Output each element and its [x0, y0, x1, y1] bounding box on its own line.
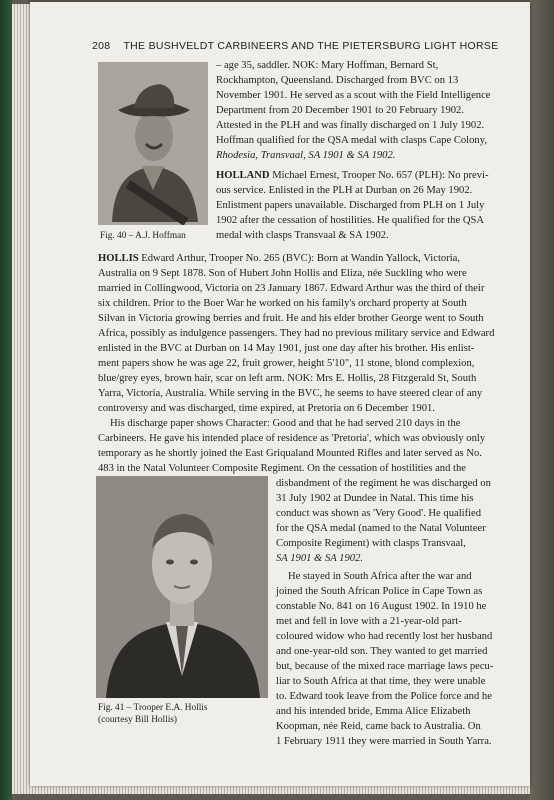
caption-fig41-line2: (courtesy Bill Hollis)	[98, 715, 178, 725]
text-line: conduct was shown as 'Very Good'. He qualified	[276, 508, 482, 519]
running-title: THE BUSHVELDT CARBINEERS AND THE PIETERSBURG LIGHT HORSE	[123, 40, 499, 52]
text-line: and one-year-old son. They wanted to get married	[276, 646, 488, 657]
text-line: constable No. 841 on 16 August 1902. In 1910 he	[276, 601, 487, 612]
text-line: to. Edward took leave from the Police force and he	[276, 691, 492, 702]
text-line: He stayed in South Africa after the war and	[288, 571, 472, 582]
text-line: SA 1901 & SA 1902.	[276, 553, 364, 564]
text-line: Australia on 9 Sept 1878. Son of Hubert John Hollis and Eliza, née Suckling who were	[98, 268, 467, 279]
text-line: 1902 after the cessation of hostilities. He qualified for the QSA	[216, 215, 485, 226]
text-line: medal with clasps Transvaal & SA 1902.	[216, 230, 389, 241]
photo-hollis	[96, 476, 268, 698]
entry-name-holland: HOLLAND	[216, 170, 270, 181]
text-line: Hoffman qualified for the QSA medal with clasps Cape Colony,	[216, 135, 487, 146]
text-line: temporary as he shortly joined the East Griqualand Mounted Rifles and later served as No.	[98, 448, 482, 459]
text-line: Rockhampton, Queensland. Discharged from BVC on 13	[216, 75, 459, 86]
text-line: Department from 20 December 1901 to 20 February 1902.	[216, 105, 465, 116]
text-line: liar to South Africa at that time, they were unable	[276, 676, 486, 687]
book-cover-left	[0, 0, 12, 800]
text-line: coloured widow who had recently lost her husband	[276, 631, 493, 642]
book-page	[30, 2, 530, 786]
text-line: disbandment of the regiment he was discharged on	[276, 478, 491, 489]
text-line: Yarra, Victoria, Australia. While serving in the BVC, he seems to have steered clear of any	[98, 388, 483, 399]
text-line: Enlistment papers unavailable. Discharged from PLH on 1 July	[216, 200, 485, 211]
text-line: met and fell in love with a 21-year-old part-	[276, 616, 462, 627]
text-line: Carbineers. He gave his intended place of residence as 'Pretoria', which was obviously only	[98, 433, 486, 444]
photo-hoffman	[98, 62, 208, 225]
text-line: enlisted in the BVC at Durban on 14 May 1901, just one day after his brother. His enlist-	[98, 343, 475, 354]
text-line: joined the South African Police in Cape Town as	[276, 586, 483, 597]
text-line: married in Collingwood, Victoria on 23 January 1867. Edward Arthur was the third of their	[98, 283, 485, 294]
text-line: 483 in the Natal Volunteer Composite Regiment. On the cessation of hostilities and the	[98, 463, 466, 474]
text-line: His discharge paper shows Character: Good and that he had served 210 days in the	[110, 418, 461, 429]
text-line: 1 February 1911 they were married in South Yarra.	[276, 736, 492, 747]
page-number: 208	[92, 40, 111, 52]
text-line: Attested in the PLH and was finally discharged on 1 July 1902.	[216, 120, 485, 131]
portrait-hollis-drawing	[96, 476, 268, 698]
text-line	[98, 252, 460, 267]
text-line: Koopman, née Reid, came back to Australia. On	[276, 721, 481, 732]
text-line: Africa, possibly as indulgence passengers. They had no previous military service and Edward	[98, 328, 495, 339]
caption-fig41	[98, 702, 208, 726]
entry-name-hollis: HOLLIS	[98, 253, 139, 264]
text-span: Edward Arthur, Trooper No. 265 (BVC): Born at Wandin Yallock, Victoria,	[138, 253, 461, 264]
text-line: ment papers show he was age 22, fruit grower, height 5'10", 11 stone, blond complexion,	[98, 358, 475, 369]
text-line: six children. Prior to the Boer War he worked on his family's orchard property at South	[98, 298, 467, 309]
text-span: Michael Ernest, Trooper No. 657 (PLH): No previ-	[269, 170, 489, 181]
text-line: ous service. Enlisted in the PLH at Durban on 26 May 1902.	[216, 185, 473, 196]
text-line: for the QSA medal (named to the Natal Volunteer	[276, 523, 486, 534]
text-line	[216, 169, 488, 184]
text-line: Rhodesia, Transvaal, SA 1901 & SA 1902.	[216, 150, 396, 161]
text-line: controversy and was discharged, time expired, at Pretoria on 6 December 1901.	[98, 403, 435, 414]
text-line: and his intended bride, Emma Alice Elizabeth	[276, 706, 471, 717]
text-line: but, because of the mixed race marriage laws pecu-	[276, 661, 494, 672]
book-cover-right	[530, 0, 554, 800]
text-line: Silvan in Victoria growing berries and fruit. He and his elder brother George went to South	[98, 313, 484, 324]
text-line: 31 July 1902 at Dundee in Natal. This time his	[276, 493, 474, 504]
text-line: Composite Regiment) with clasps Transvaal,	[276, 538, 466, 549]
portrait-hoffman-drawing	[98, 62, 208, 225]
caption-fig41-line1: Fig. 41 – Trooper E.A. Hollis	[98, 703, 208, 713]
text-line: – age 35, saddler. NOK: Mary Hoffman, Bernard St,	[216, 60, 439, 71]
text-line: blue/grey eyes, brown hair, scar on left arm. NOK: Mrs E. Hollis, 28 Fitzgerald St, South	[98, 373, 477, 384]
running-header	[92, 40, 499, 52]
caption-fig40: Fig. 40 – A.J. Hoffman	[100, 231, 186, 241]
text-line: November 1901. He served as a scout with the Field Intelligence	[216, 90, 491, 101]
